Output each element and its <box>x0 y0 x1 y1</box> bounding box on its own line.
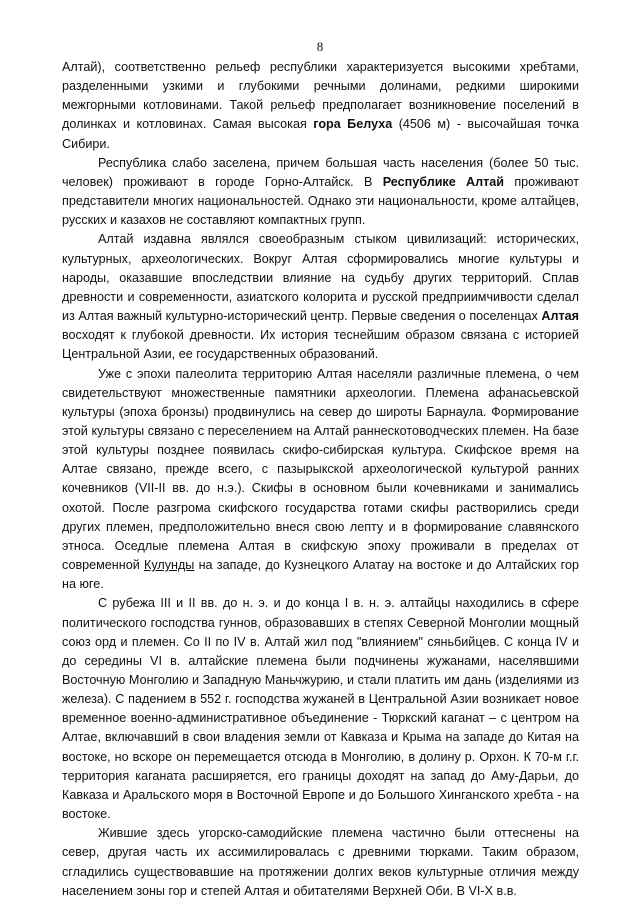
paragraph-text: Алтай), соответственно рельеф республики характеризуется высокими хребтами, разделенными узкими и глубокими речными долинами, редкими широкими межгорными котловинами. Такой рельеф предполагает возникновение поселений в долинках и котловинах. Самая высокая <box>62 60 579 132</box>
paragraph-text: Алтай издавна являлся своеобразным стыком цивилизаций: исторических, культурных, археологических. Вокруг Алтая сформировались многие культуры и народы, оказавшие впоследствии влияние на судьбу других территорий. Сплав древности и современности, азиатского колорита и русской предприимчивости сделал из Алтая важный культурно-исторический центр. Первые сведения о поселенцах <box>62 232 579 324</box>
document-body <box>62 58 579 901</box>
paragraph-text: восходят к глубокой древности. Их история теснейшим образом связана с историей Центральной Азии, ее государственных образований. <box>62 328 579 362</box>
paragraph-text: на западе, до Кузнецкого Алатау на востоке и до Алтайских гор на юге. <box>62 558 579 592</box>
paragraph <box>62 154 579 231</box>
paragraph <box>62 230 579 364</box>
paragraph <box>62 824 579 901</box>
paragraph <box>62 58 579 154</box>
paragraph-text: С рубежа III и II вв. до н. э. и до конца I в. н. э. алтайцы находились в сфере политического господства гуннов, образовавших в степях Северной Монголии мощный союз орд и племен. Со II по IV в. Алтай жил под "влиянием" сяньбийцев. С конца IV и до середины VI в. алтайские племена были подчинены жужанами, населявшими Восточную Монголию и Западную Маньчжурию, и стали платить им дань (изделиями из железа). С падением в 552 г. господства жужаней в Центральной Азии возникает новое временное военно-административное объединение - Тюркский каганат – с центром на Алтае, включавший в свои владения земли от Кавказа и Крыма на западе до Китая на востоке, но вскоре он перемещается отсюда в Монголию, в долину р. Орхон. К 70-м г.г. территория каганата расширяется, его границы доходят на запад до Аму-Дарьи, до Кавказа и Аральского моря в Восточной Европе и до Большого Хинганского хребта - на востоке. <box>62 596 579 822</box>
bold-term: Республике Алтай <box>382 174 505 189</box>
paragraph-text: Жившие здесь угорско-самодийские племена частично были оттеснены на север, другая часть их ассимилировалась с древними тюрками. Таким образом, сгладились существовавшие на протяжении долгих веков культурные отличия между населением зоны гор и степей Алтая и обитателями Верхней Оби. В VI-X в.в. <box>62 826 579 898</box>
bold-term: гора Белуха <box>313 117 393 132</box>
paragraph-text: (4506 м) - высочайшая точка Сибири. <box>62 117 579 151</box>
paragraph-text: проживают представители многих национальностей. Однако эти национальности, кроме алтайцев, русских и казахов не составляют компактных групп. <box>62 174 579 228</box>
paragraph <box>62 365 579 595</box>
underlined-term: Кулунды <box>144 558 195 573</box>
bold-term: Алтая <box>541 309 579 324</box>
paragraph-text: Уже с эпохи палеолита территорию Алтая населяли различные племена, о чем свидетельствуют множественные памятники археологии. Племена афанасьевской культуры (эпоха бронзы) продвинулись на север до широты Барнаула. Формирование этой культуры связано с переселением на Алтай раннескотоводческих племен. На базе этой культуры позднее появилась скифо-сибирская культура. Скифское время на Алтае связано, прежде всего, с пазырыкской археологической культурой ранних кочевников (VII-II вв. до н.э.). Скифы в основном были кочевниками и занимались охотой. После разгрома скифского государства готами скифы растворились среди других племен, предположительно внеся свою лепту и в формирование славянского этноса. Оседлые племена Алтая в скифскую эпоху проживали в пределах от современной <box>62 366 579 573</box>
page-number: 8 <box>316 39 324 54</box>
paragraph-text: Республика слабо заселена, причем большая часть населения (более 50 тыс. человек) проживают в городе Горно-Алтайск. В <box>62 155 579 189</box>
paragraph <box>62 594 579 824</box>
